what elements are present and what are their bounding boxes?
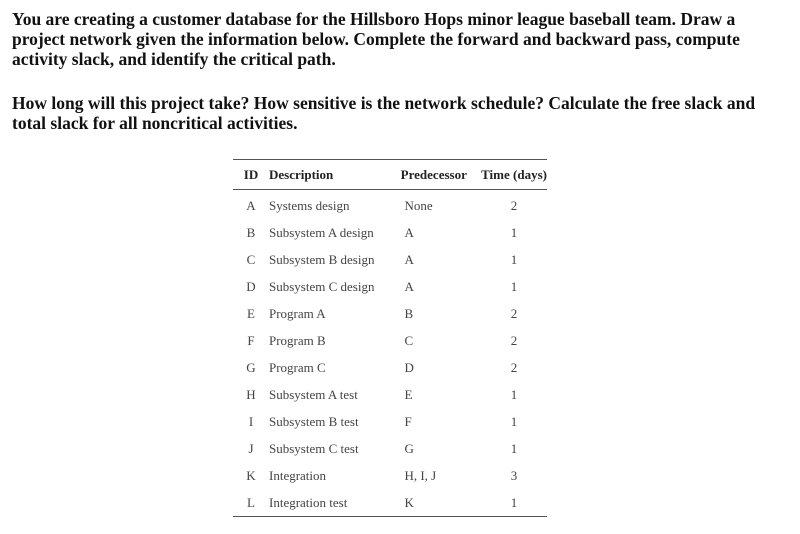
cell-description: Program A (269, 305, 326, 321)
cell-time: 1 (510, 440, 518, 456)
cell-id: H (246, 386, 256, 402)
cell-predecessor: F (404, 413, 412, 429)
cell-id: B (246, 224, 256, 240)
header-time: Time (days) (481, 166, 547, 182)
cell-description: Program C (269, 359, 326, 375)
cell-id: F (247, 332, 255, 348)
cell-predecessor: D (404, 359, 414, 375)
table-row (233, 273, 547, 300)
cell-time: 2 (510, 197, 518, 213)
header-predecessor: Predecessor (400, 166, 467, 182)
table-row (233, 300, 547, 327)
table-row (233, 246, 547, 273)
cell-time: 1 (510, 413, 518, 429)
cell-id: L (247, 494, 255, 510)
cell-description: Subsystem B design (269, 251, 375, 267)
cell-description: Subsystem A design (269, 224, 374, 240)
question-paragraph-1: You are creating a customer database for the Hillsboro Hops minor league baseball team. Draw a project network given the information below. Complete the forward and backward pass, compute activity slack, and identify the critical path. (12, 9, 740, 69)
table-row (233, 219, 547, 246)
cell-id: K (246, 467, 256, 483)
cell-id: I (248, 413, 254, 429)
cell-predecessor: A (404, 224, 414, 240)
cell-predecessor: E (404, 386, 413, 402)
cell-predecessor: A (404, 251, 414, 267)
cell-time: 2 (510, 305, 518, 321)
cell-description: Program B (269, 332, 326, 348)
cell-description: Integration test (269, 494, 348, 510)
cell-predecessor: K (404, 494, 414, 510)
cell-time: 1 (510, 278, 518, 294)
table-body (233, 190, 547, 517)
cell-description: Subsystem B test (269, 413, 359, 429)
cell-predecessor: A (404, 278, 414, 294)
cell-id: A (246, 197, 256, 213)
cell-id: G (246, 359, 256, 375)
table-row (233, 408, 547, 435)
cell-description: Subsystem A test (269, 386, 358, 402)
cell-time: 1 (510, 386, 518, 402)
cell-time: 1 (510, 251, 518, 267)
table-row (233, 489, 547, 517)
cell-predecessor: H, I, J (404, 467, 437, 483)
table-row (233, 190, 547, 220)
header-id: ID (243, 166, 259, 182)
cell-id: C (246, 251, 256, 267)
cell-description: Subsystem C design (269, 278, 375, 294)
cell-time: 2 (510, 332, 518, 348)
cell-time: 2 (510, 359, 518, 375)
question-paragraph-2: How long will this project take? How sensitive is the network schedule? Calculate the free slack and total slack for all noncritical activities. (12, 93, 756, 133)
cell-predecessor: G (404, 440, 414, 456)
table-header-row (233, 160, 547, 190)
activity-table-container (233, 159, 547, 517)
cell-description: Systems design (269, 197, 350, 213)
cell-id: E (247, 305, 255, 321)
table-row (233, 381, 547, 408)
cell-time: 1 (510, 494, 518, 510)
header-description: Description (269, 166, 334, 182)
cell-description: Subsystem C test (269, 440, 359, 456)
cell-predecessor: None (404, 197, 433, 213)
cell-time: 3 (510, 467, 518, 483)
table-row (233, 435, 547, 462)
activity-table (233, 159, 547, 517)
cell-id: D (246, 278, 256, 294)
cell-time: 1 (510, 224, 518, 240)
cell-id: J (248, 440, 254, 456)
table-row (233, 462, 547, 489)
table-row (233, 327, 547, 354)
cell-description: Integration (269, 467, 327, 483)
table-row (233, 354, 547, 381)
cell-predecessor: C (404, 332, 414, 348)
cell-predecessor: B (404, 305, 414, 321)
